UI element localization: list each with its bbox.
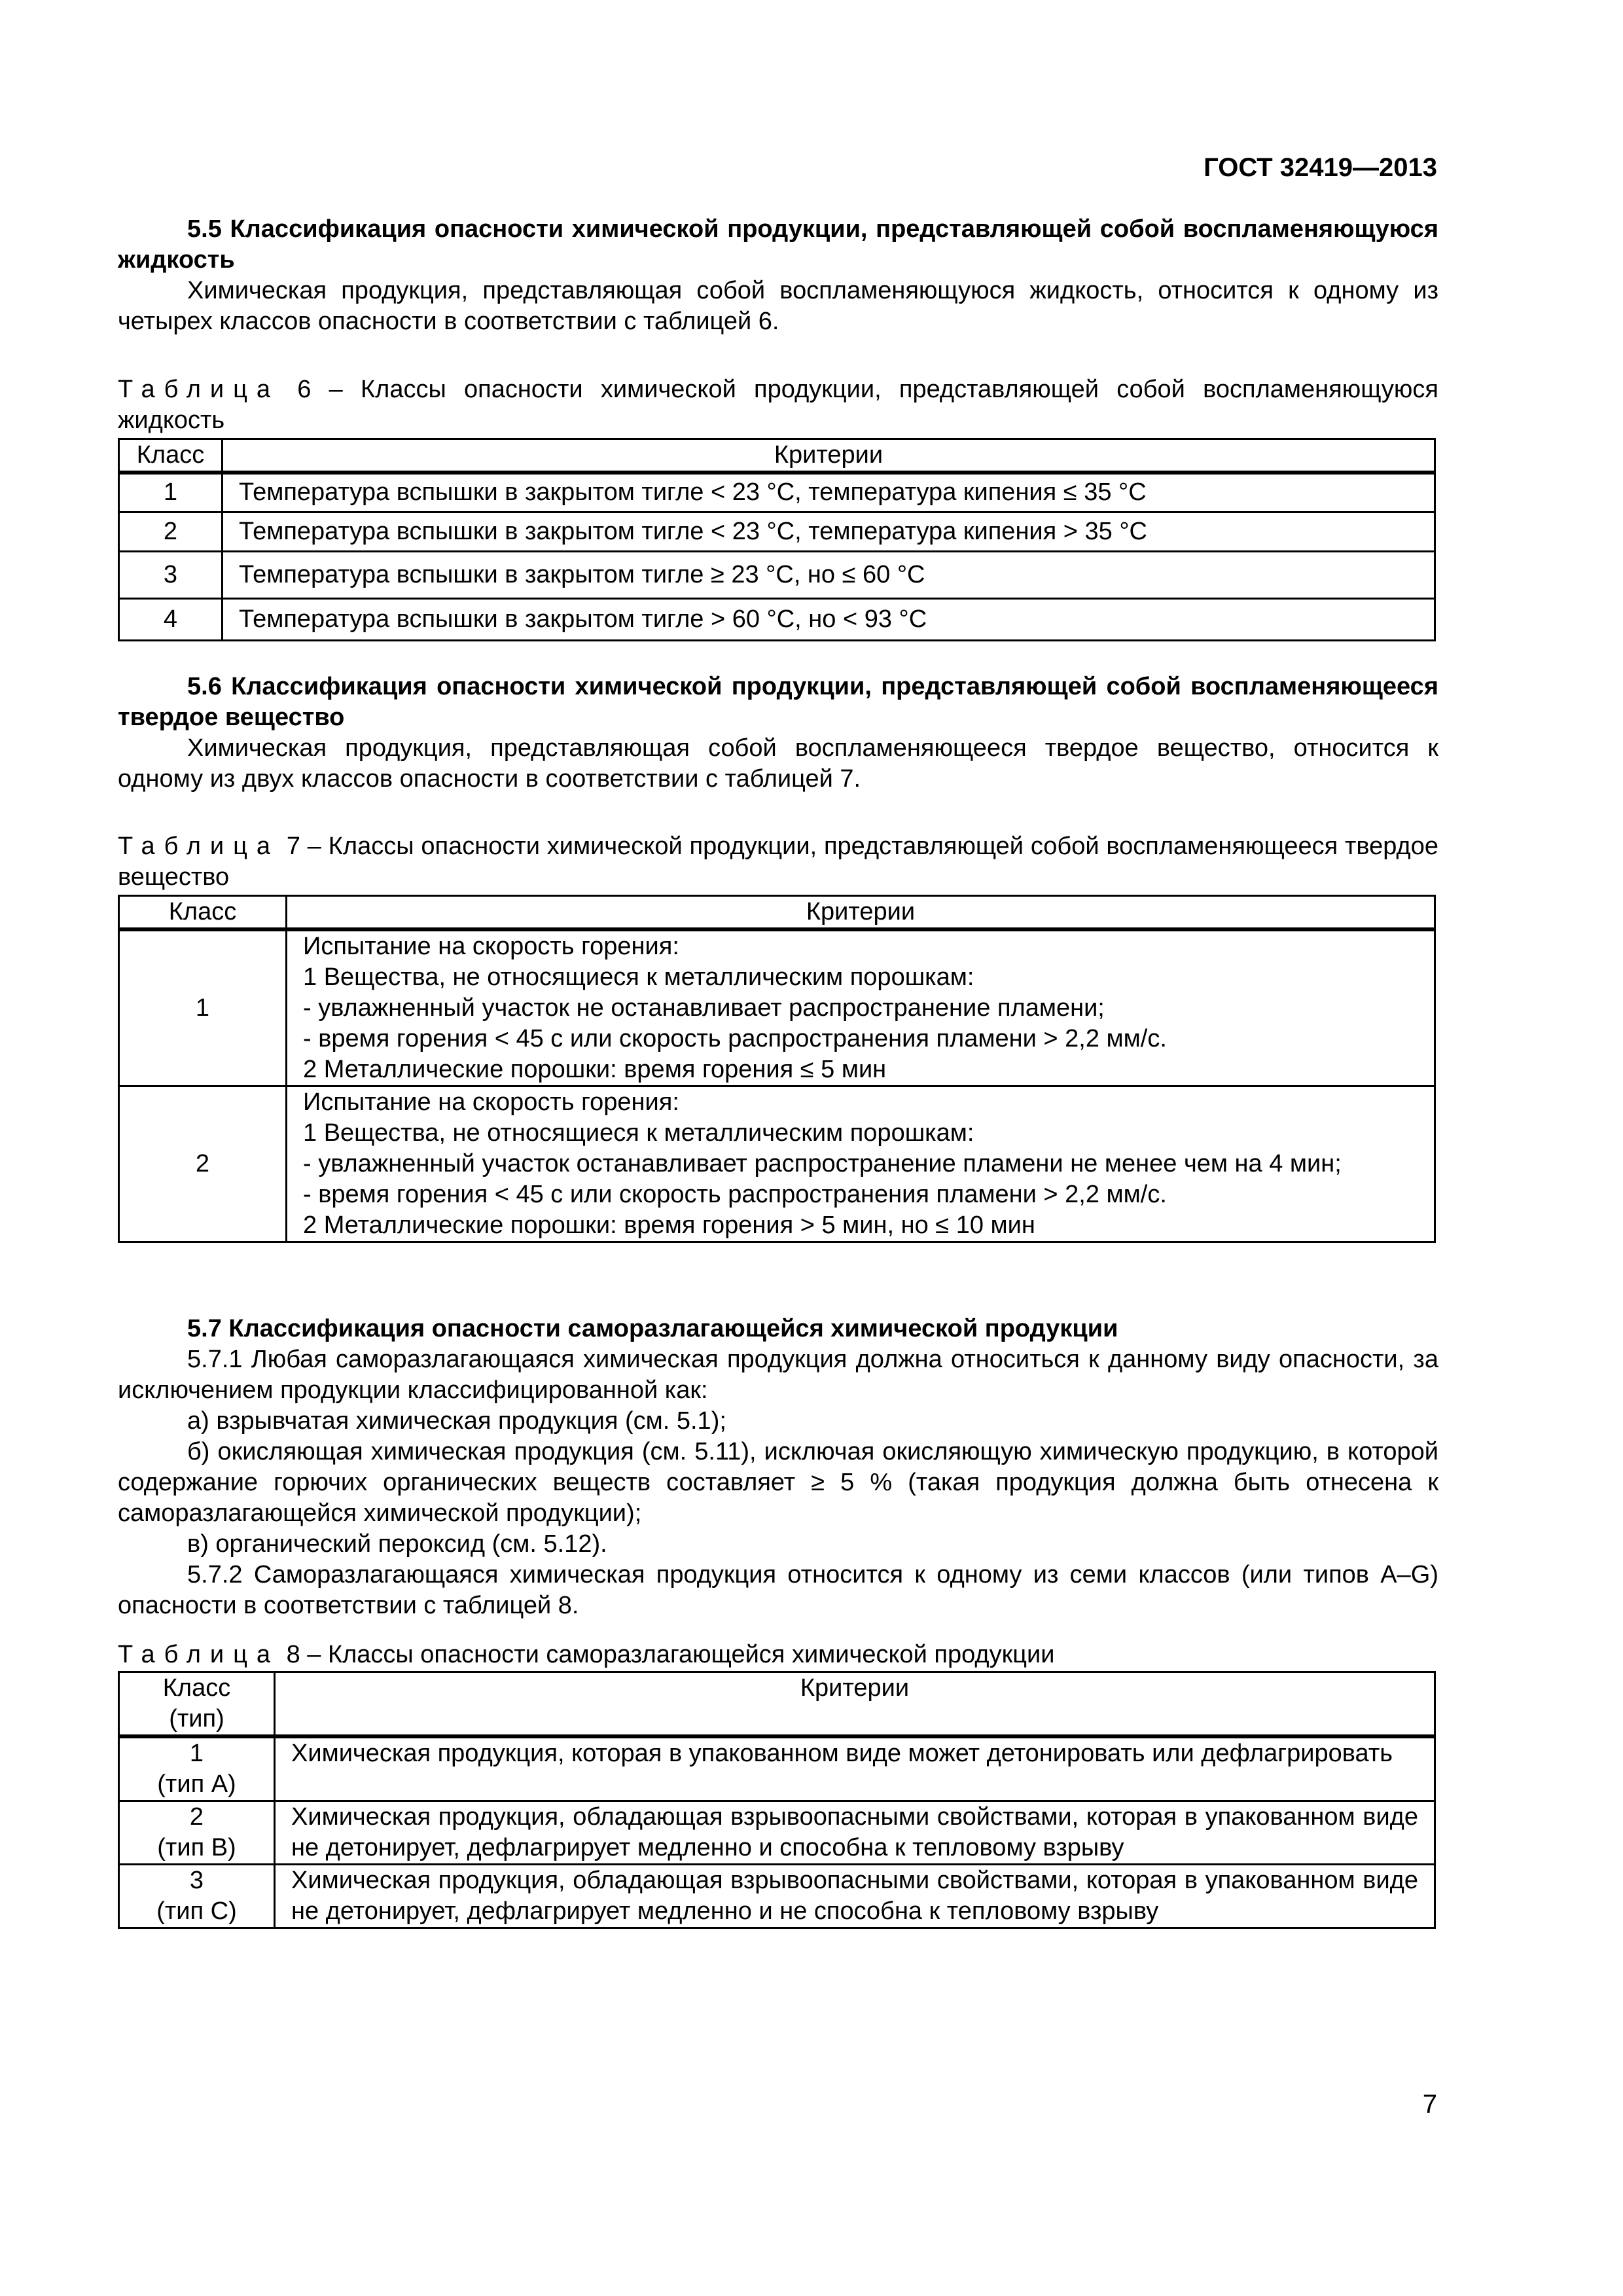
table-header-row (119, 439, 1435, 473)
class-type: (тип B) (157, 1834, 236, 1861)
class-number: 2 (189, 1803, 204, 1831)
caption-text: 6 – Классы опасности химической продукции, представляющей собой воспламеняющуюся жидкость (118, 376, 1439, 434)
class-cell: 3 (119, 551, 223, 598)
section-5-7 (118, 1314, 1438, 1621)
table-row (119, 551, 1435, 598)
criteria-line: 1 Вещества, не относящиеся к металлическим порошкам: (303, 1119, 974, 1147)
table-8 (118, 1671, 1436, 1929)
caption-text: 8 – Классы опасности саморазлагающейся химической продукции (286, 1641, 1055, 1668)
paragraph: Химическая продукция, представляющая собой воспламеняющуюся жидкость, относится к одному из четырех классов опасности в соответствии с таблицей 6. (118, 277, 1438, 335)
criteria-line: - время горения < 45 с или скорость распространения пламени > 2,2 мм/с. (303, 1025, 1167, 1052)
criteria-cell: Температура вспышки в закрытом тигле < 23 °С, температура кипения > 35 °С (223, 512, 1435, 551)
criteria-cell: Химическая продукция, которая в упакованном виде может детонировать или дефлагрировать (275, 1736, 1435, 1801)
caption-label: Таблица (118, 1641, 279, 1668)
header-criteria: Критерии (275, 1672, 1435, 1737)
table-7 (118, 895, 1436, 1243)
caption-text: 7 – Классы опасности химической продукции, представляющей собой воспламеняющееся твердое вещество (118, 833, 1438, 891)
table-header-row (119, 896, 1435, 930)
criteria-cell: Температура вспышки в закрытом тигле > 60 °С, но < 93 °С (223, 598, 1435, 640)
criteria-line: Испытание на скорость горения: (303, 933, 679, 960)
paragraph: 5.7.1 Любая саморазлагающаяся химическая продукция должна относиться к данному виду опасности, за исключением продукции классифицированной как: (118, 1346, 1438, 1404)
table-row (119, 598, 1435, 640)
class-cell: 1 (119, 473, 223, 512)
class-cell: 2 (119, 512, 223, 551)
class-number: 1 (189, 1740, 204, 1767)
criteria-line: - увлажненный участок не останавливает распространение пламени; (303, 994, 1105, 1022)
table-header-row (119, 1672, 1435, 1737)
criteria-cell: Температура вспышки в закрытом тигле ≥ 23 °С, но ≤ 60 °С (223, 551, 1435, 598)
criteria-cell: Температура вспышки в закрытом тигле < 23 °С, температура кипения ≤ 35 °С (223, 473, 1435, 512)
section-heading: 5.5 Классификация опасности химической продукции, представляющей собой воспламеняющуюся жидкость (118, 215, 1438, 274)
criteria-cell (287, 1086, 1435, 1242)
class-number: 3 (189, 1867, 204, 1894)
table-row (119, 1865, 1435, 1928)
document-id-header: ГОСТ 32419—2013 (1204, 153, 1437, 182)
header-class (119, 1672, 275, 1737)
class-cell (119, 1736, 275, 1801)
class-cell: 4 (119, 598, 223, 640)
table-row (119, 1086, 1435, 1242)
criteria-line: - увлажненный участок останавливает распространение пламени не менее чем на 4 мин; (303, 1150, 1342, 1177)
section-5-5 (118, 214, 1438, 337)
header-class-line: (тип) (169, 1705, 224, 1732)
class-type: (тип C) (156, 1897, 237, 1925)
class-cell: 1 (119, 929, 287, 1086)
header-class-line: Класс (162, 1674, 231, 1702)
table-row (119, 512, 1435, 551)
table-6-caption (118, 374, 1438, 436)
criteria-cell: Химическая продукция, обладающая взрывоопасными свойствами, которая в упакованном виде не детонирует, дефлагрирует медленно и не способна к тепловому взрыву (275, 1865, 1435, 1928)
caption-label: Таблица (118, 376, 279, 403)
class-cell (119, 1801, 275, 1865)
table-row (119, 473, 1435, 512)
criteria-line: 2 Металлические порошки: время горения ≤ 5 мин (303, 1056, 887, 1083)
table-row (119, 1736, 1435, 1801)
table-row (119, 1801, 1435, 1865)
criteria-line: 1 Вещества, не относящиеся к металлическим порошкам: (303, 963, 974, 991)
paragraph: Химическая продукция, представляющая собой воспламеняющееся твердое вещество, относится к одному из двух классов опасности в соответствии с таблицей 7. (118, 734, 1438, 793)
class-cell: 2 (119, 1086, 287, 1242)
table-8-caption (118, 1640, 1438, 1670)
header-criteria: Критерии (287, 896, 1435, 930)
table-6 (118, 438, 1436, 641)
criteria-cell (287, 929, 1435, 1086)
section-heading: 5.6 Классификация опасности химической продукции, представляющей собой воспламеняющееся твердое вещество (118, 673, 1438, 731)
criteria-line: Испытание на скорость горения: (303, 1088, 679, 1116)
page-number: 7 (1422, 2090, 1437, 2119)
list-item: а) взрывчатая химическая продукция (см. 5.1); (187, 1407, 726, 1435)
criteria-line: 2 Металлические порошки: время горения > 5 мин, но ≤ 10 мин (303, 1211, 1035, 1239)
criteria-cell: Химическая продукция, обладающая взрывоопасными свойствами, которая в упакованном виде не детонирует, дефлагрирует медленно и способна к тепловому взрыву (275, 1801, 1435, 1865)
criteria-line: - время горения < 45 с или скорость распространения пламени > 2,2 мм/с. (303, 1181, 1167, 1208)
caption-label: Таблица (118, 833, 279, 860)
paragraph: 5.7.2 Саморазлагающаяся химическая продукция относится к одному из семи классов (или типов A–G) опасности в соответствии с таблицей 8. (118, 1561, 1438, 1619)
header-class: Класс (119, 896, 287, 930)
list-item: б) окисляющая химическая продукция (см. 5.11), исключая окисляющую химическую продукцию, в которой содержание горючих органических веществ составляет ≥ 5 % (такая продукция должна быть отнесена к саморазлагающейся химической продукции); (118, 1438, 1438, 1527)
list-item: в) органический пероксид (см. 5.12). (187, 1530, 607, 1558)
table-row (119, 929, 1435, 1086)
header-criteria: Критерии (223, 439, 1435, 473)
section-heading: 5.7 Классификация опасности саморазлагающейся химической продукции (187, 1315, 1118, 1342)
class-type: (тип A) (157, 1770, 236, 1798)
header-class: Класс (119, 439, 223, 473)
section-5-6 (118, 672, 1438, 795)
class-cell (119, 1865, 275, 1928)
table-7-caption (118, 831, 1438, 893)
